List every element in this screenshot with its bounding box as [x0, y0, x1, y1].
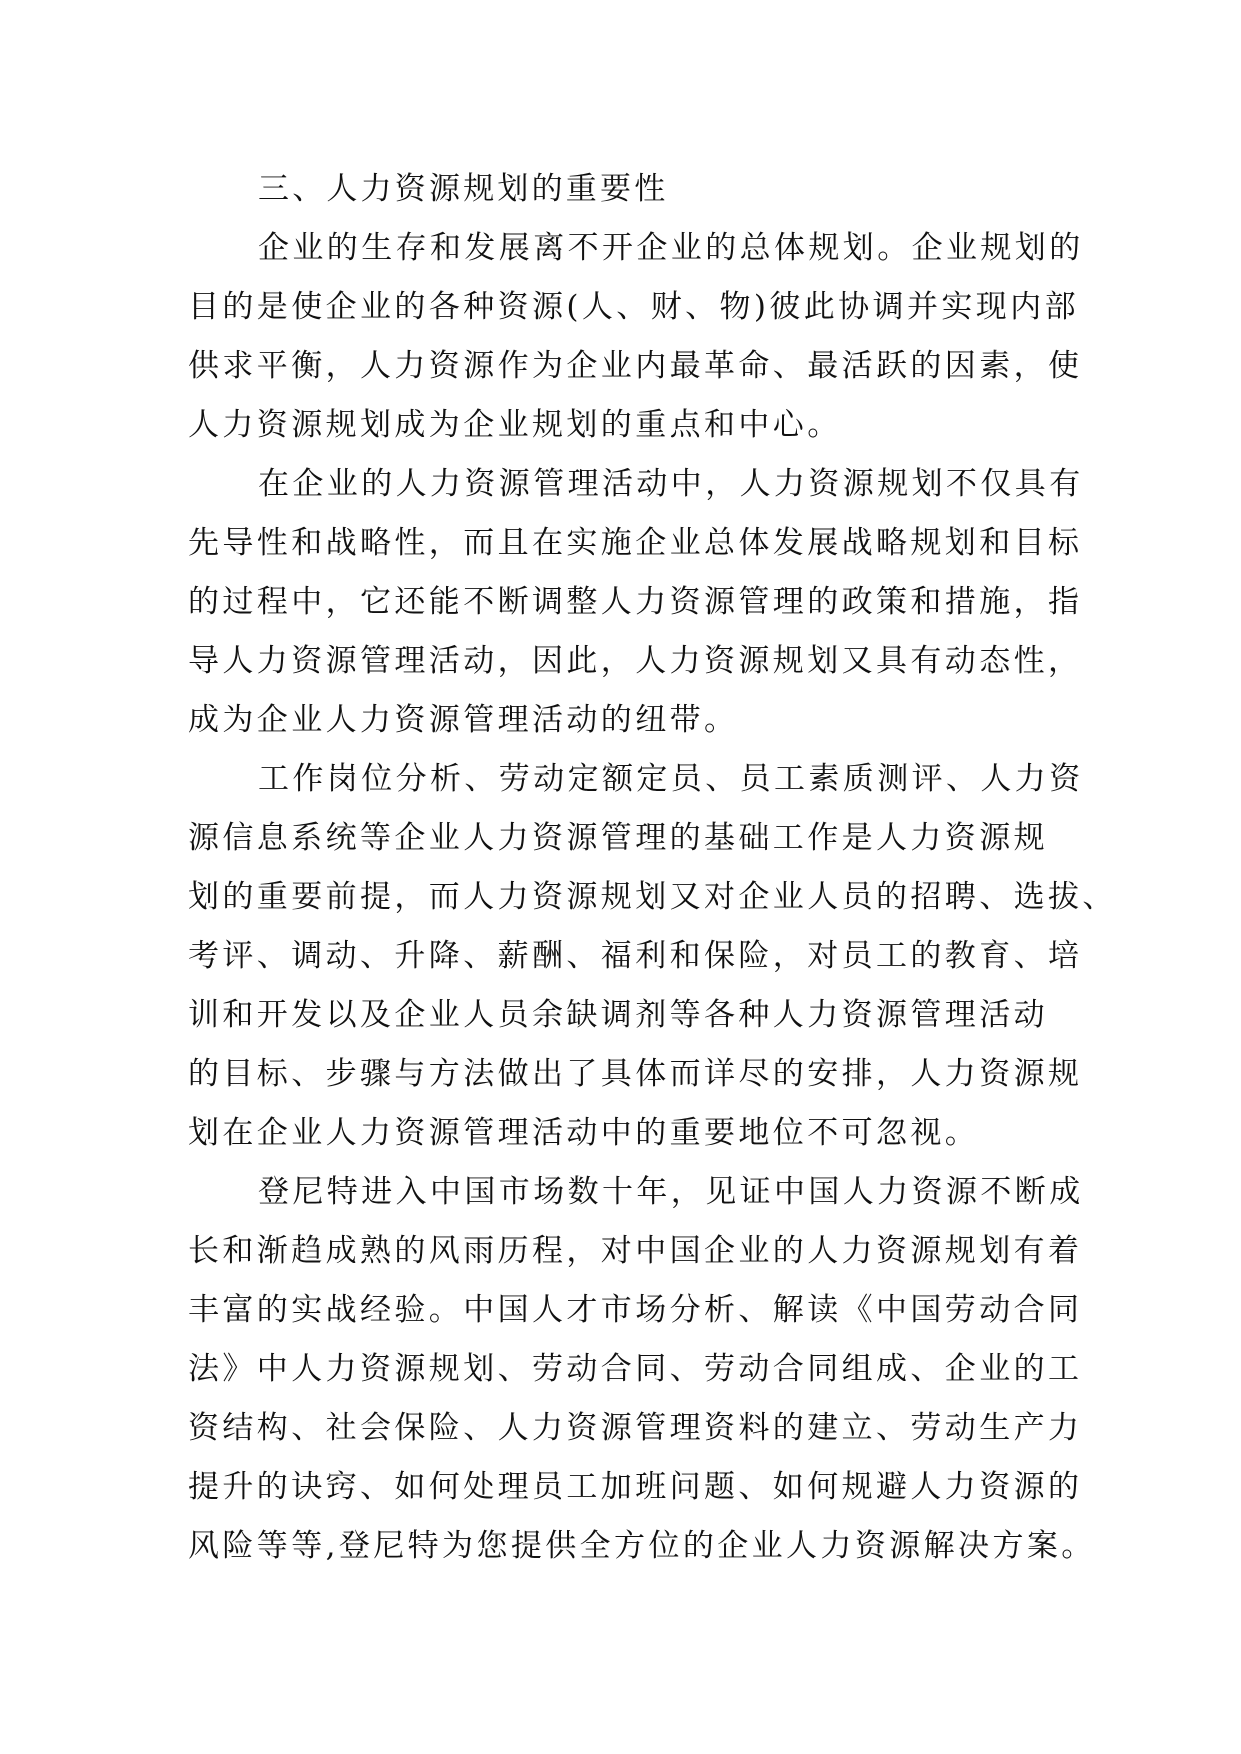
paragraph-line: 长和渐趋成熟的风雨历程，对中国企业的人力资源规划有着	[188, 1233, 1083, 1269]
paragraph-line: 风险等等,登尼特为您提供全方位的企业人力资源解决方案。	[188, 1528, 1096, 1564]
paragraph-line: 划在企业人力资源管理活动中的重要地位不可忽视。	[188, 1115, 980, 1151]
paragraph-line: 成为企业人力资源管理活动的纽带。	[188, 702, 739, 738]
paragraph-line: 的过程中，它还能不断调整人力资源管理的政策和措施，指	[188, 584, 1083, 620]
paragraph-line: 提升的诀窍、如何处理员工加班问题、如何规避人力资源的	[188, 1469, 1083, 1505]
paragraph-line: 导人力资源管理活动，因此，人力资源规划又具有动态性，	[188, 643, 1083, 679]
paragraph-line: 工作岗位分析、劳动定额定员、员工素质测评、人力资	[258, 761, 1084, 797]
paragraph-4	[188, 1163, 1096, 1576]
paragraph-line: 源信息系统等企业人力资源管理的基础工作是人力资源规	[188, 820, 1048, 856]
paragraph-line: 资结构、社会保险、人力资源管理资料的建立、劳动生产力	[188, 1410, 1083, 1446]
paragraph-3	[188, 750, 1117, 1163]
paragraph-line: 的目标、步骤与方法做出了具体而详尽的安排，人力资源规	[188, 1056, 1083, 1092]
paragraph-2	[188, 455, 1084, 750]
paragraph-line: 在企业的人力资源管理活动中，人力资源规划不仅具有	[258, 466, 1084, 502]
document-body	[188, 160, 1117, 1576]
paragraph-line: 企业的生存和发展离不开企业的总体规划。企业规划的	[258, 230, 1084, 266]
paragraph-line: 目的是使企业的各种资源(人、财、物)彼此协调并实现内部	[188, 289, 1079, 325]
section-heading: 三、人力资源规划的重要性	[258, 171, 669, 207]
paragraph-1	[188, 219, 1084, 455]
paragraph-line: 考评、调动、升降、薪酬、福利和保险，对员工的教育、培	[188, 938, 1083, 974]
paragraph-line: 丰富的实战经验。中国人才市场分析、解读《中国劳动合同	[188, 1292, 1083, 1328]
paragraph-line: 法》中人力资源规划、劳动合同、劳动合同组成、企业的工	[188, 1351, 1083, 1387]
paragraph-line: 训和开发以及企业人员余缺调剂等各种人力资源管理活动	[188, 997, 1048, 1033]
paragraph-line: 供求平衡，人力资源作为企业内最革命、最活跃的因素，使	[188, 348, 1083, 384]
paragraph-line: 先导性和战略性，而且在实施企业总体发展战略规划和目标	[188, 525, 1083, 561]
paragraph-line: 登尼特进入中国市场数十年，见证中国人力资源不断成	[258, 1174, 1084, 1210]
paragraph-line: 人力资源规划成为企业规划的重点和中心。	[188, 407, 842, 443]
paragraph-line: 划的重要前提，而人力资源规划又对企业人员的招聘、选拔、	[188, 879, 1117, 915]
